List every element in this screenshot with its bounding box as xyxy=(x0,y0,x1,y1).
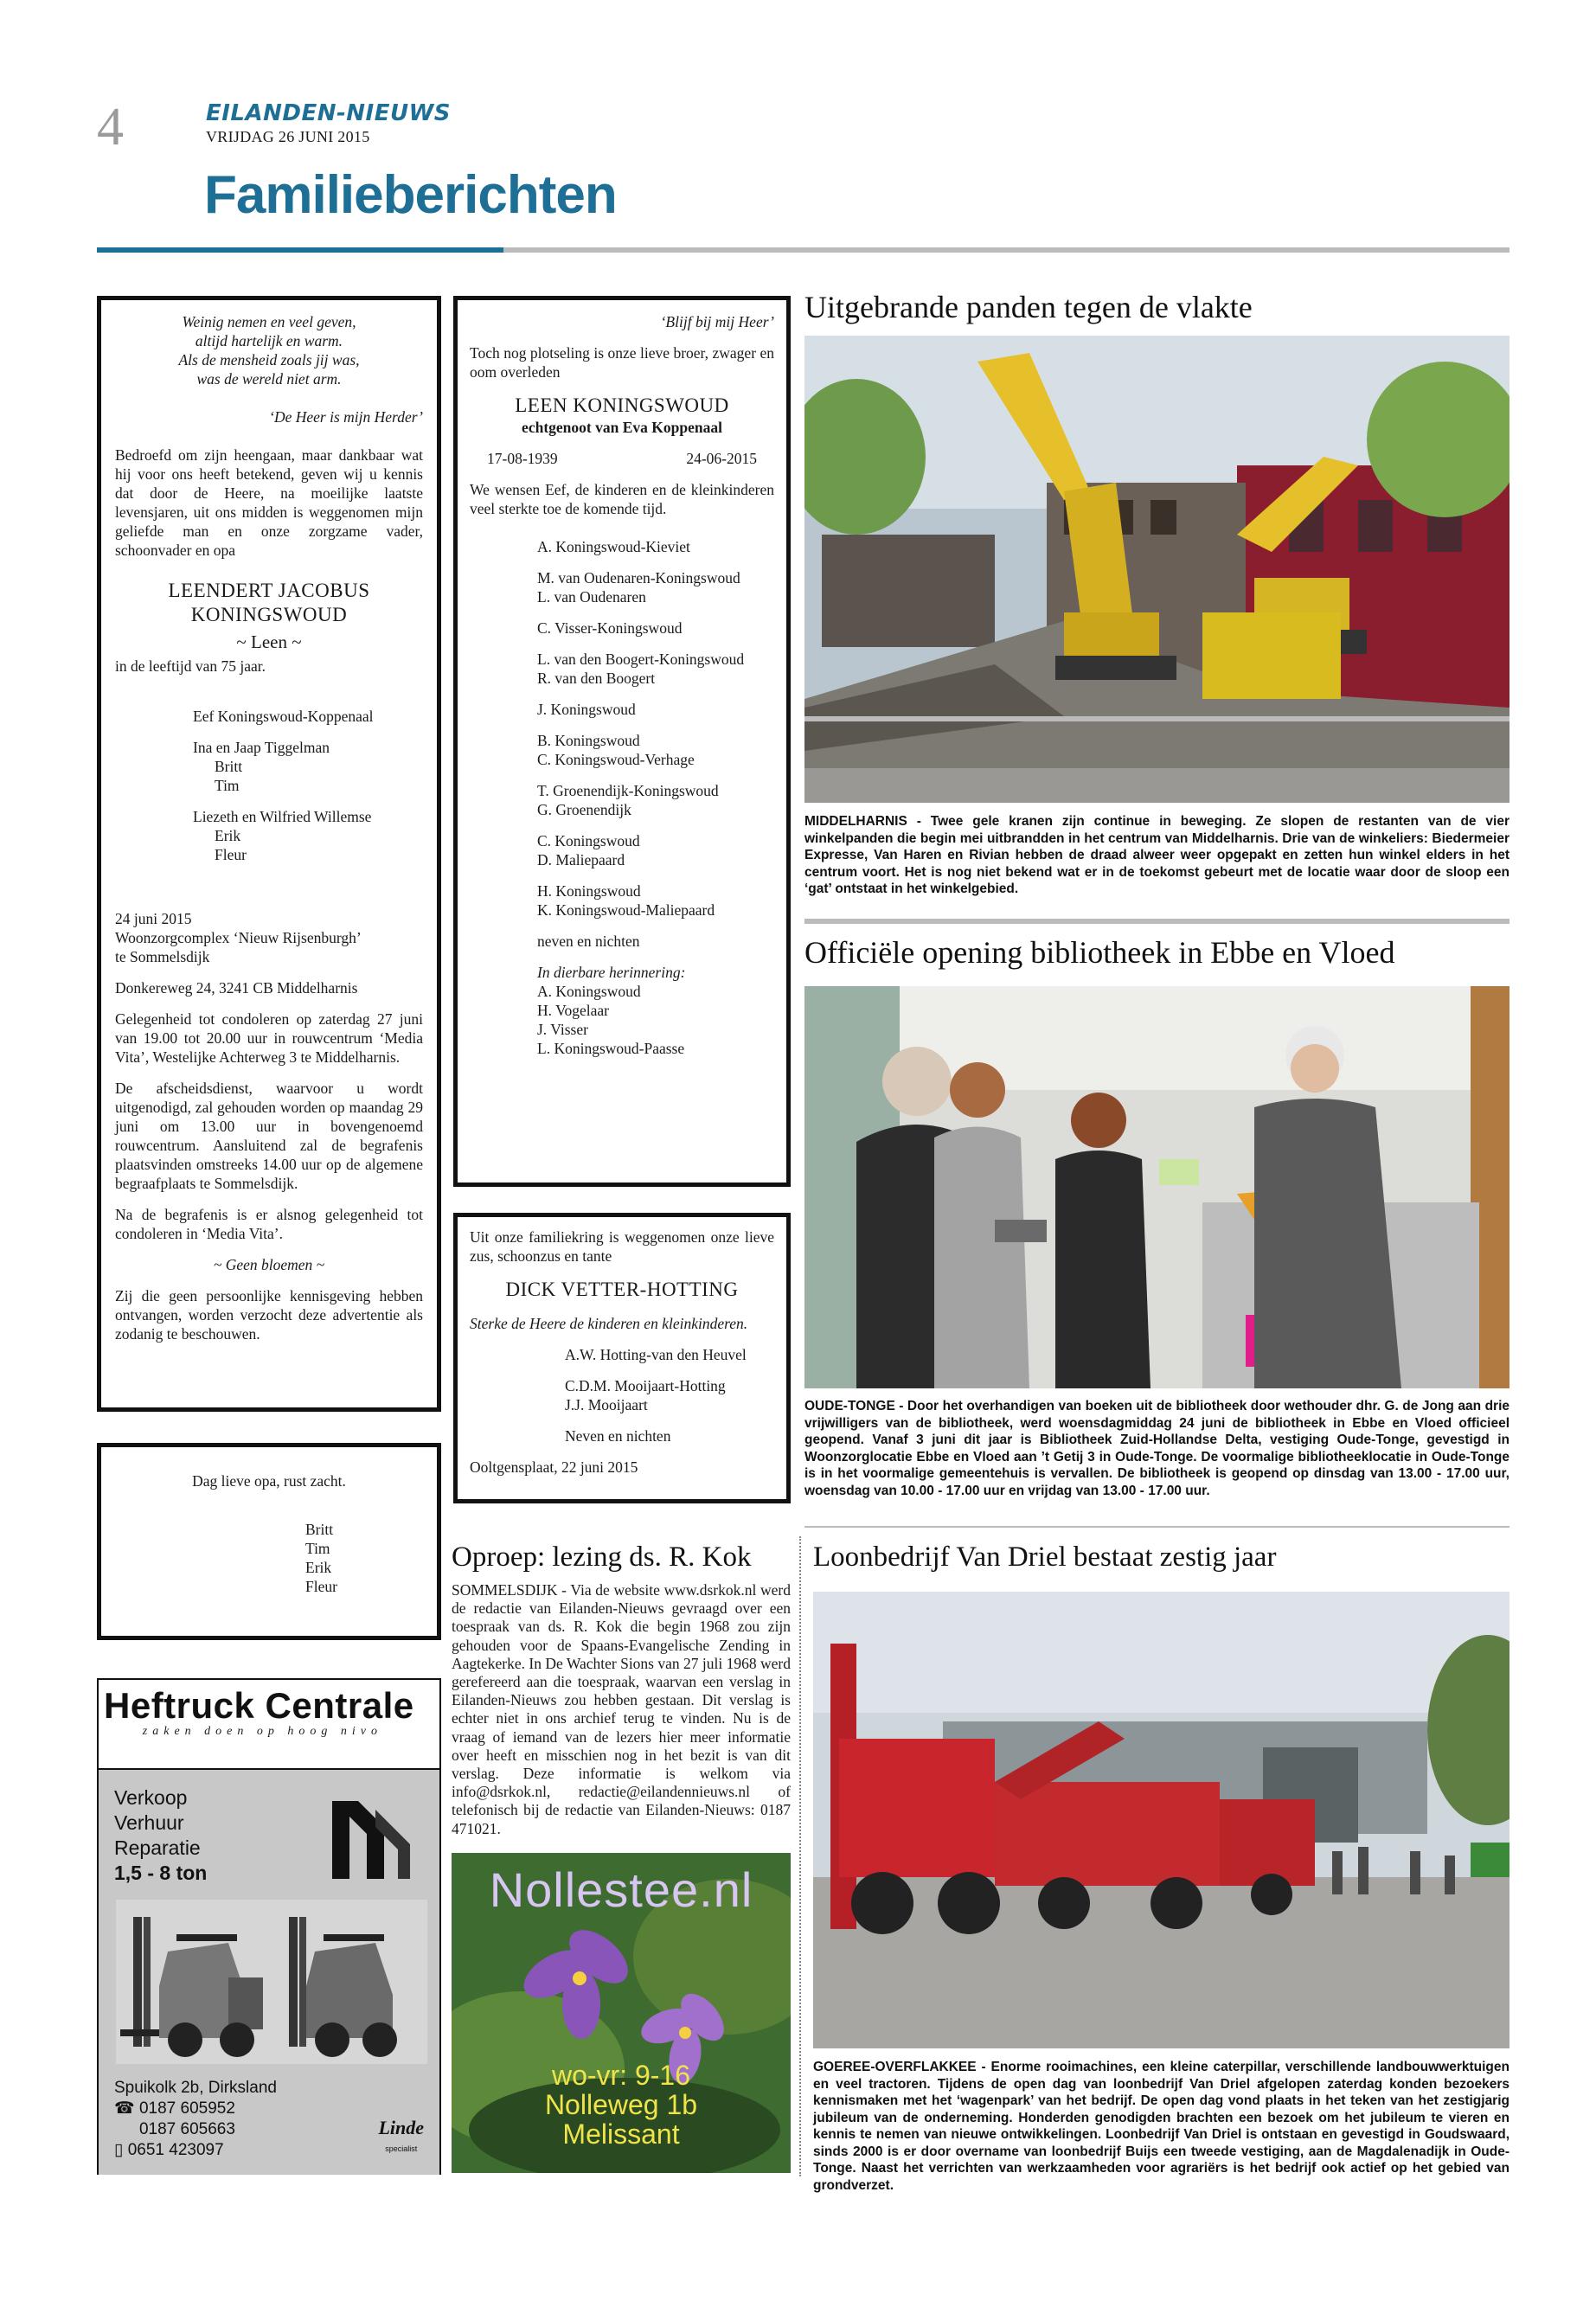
family-member: J. Koningswoud xyxy=(537,701,636,718)
linde-logo: Linde xyxy=(378,2117,424,2138)
funeral-service-info: De afscheidsdienst, waarvoor u wordt uitgenodigd, zal gehouden worden op maandag 29 juni om 13.00 uur in bovengenoemd rouwcentrum. Aansluitend zal de begrafenis plaatsvinden omstreeks 14.00 uur op de algemene begraafplaats te Sommelsdijk. xyxy=(115,1080,423,1192)
column-divider xyxy=(799,1536,801,2176)
deceased-age: in de leeftijd van 75 jaar. xyxy=(115,657,266,675)
linde-sub: specialist xyxy=(385,2144,418,2153)
family-member: R. van den Boogert xyxy=(537,670,656,687)
memory-name: H. Vogelaar xyxy=(537,1002,609,1019)
heftruck-range: 1,5 - 8 ton xyxy=(114,1862,208,1884)
memory-name: A. Koningswoud xyxy=(537,983,641,1000)
family-member: L. van Oudenaren xyxy=(537,588,646,606)
heftruck-slogan: zaken doen op hoog nivo xyxy=(142,1725,382,1738)
nollestee-town: Melissant xyxy=(562,2118,680,2150)
memory-name: L. Koningswoud-Paasse xyxy=(537,1040,685,1057)
family-member: C. Visser-Koningswoud xyxy=(537,619,683,637)
death-date: 24-06-2015 xyxy=(686,450,757,467)
family-member: J.J. Mooijaart xyxy=(565,1396,648,1413)
deceased-nickname: ~ Leen ~ xyxy=(236,631,302,652)
forklift-photo xyxy=(116,1900,427,2064)
family-member: L. van den Boogert-Koningswoud xyxy=(537,651,745,668)
family-member: A. Koningswoud-Kieviet xyxy=(537,538,690,555)
page-number: 4 xyxy=(97,98,124,157)
heftruck-phone: 0651 423097 xyxy=(127,2141,224,2159)
family-member: Tim xyxy=(215,777,240,794)
photo-caption: OUDE-TONGE - Door het overhandigen van boeken uit de bibliotheek door wethouder dhr. G. de Jong aan drie vrijwilligers van de bibliotheek, werd woensdagmiddag 24 juni de bibliotheek in Ebbe en Vloed officieel geopend. Vanaf 3 juni dit jaar is Bibliotheek Zuid-Hollandse Delta, vestiging Oude-Tonge, gevestigd in Woonzorglocatie Ebbe en Vloed aan ’t Getij 3 in Oude-Tonge. De voormalige bibliotheeklocatie in Oude-Tonge is in het voormalige gemeentehuis is vervallen. De bibliotheek is geopend op dinsdag van 13.00 - 17.00 uur, woensdag van 10.00 - 17.00 uur en vrijdag van 13.00 - 17.00 uur. xyxy=(804,1399,1509,1498)
family-member: B. Koningswoud xyxy=(537,732,640,749)
article-body: SOMMELSDIJK - Via de website www.dsrkok.nl werd de redactie van Eilanden-Nieuws gevraagd over een toespraak van ds. R. Kok die begin 1968 zou zijn gehouden voor de Spaans-Evangelische Zending in Aagtekerke. In De Wachter Sions van 27 juli 1968 werd gerefereerd aan die toespraak, waarvan een verslag in Eilanden-Nieuws zou hebben gestaan. Dit verslag is echter niet in ons archief terug te vinden. Nu is de vraag of iemand van de lezers hier meer informatie over heeft en misschien nog in het bezit is van dit verslag. Deze informatie is welkom via info@dsrkok.nl, redactie@eilandennieuws.nl of telefonisch bij de redactie van Eilanden-Nieuws: 0187 471021. xyxy=(452,1581,791,1837)
family-member: C. Koningswoud xyxy=(537,832,640,849)
death-date: 24 juni 2015 xyxy=(115,910,192,927)
no-flowers-note: ~ Geen bloemen ~ xyxy=(213,1256,325,1273)
heftruck-phone: 0187 605663 xyxy=(138,2120,235,2138)
article-title: Uitgebrande panden tegen de vlakte xyxy=(804,290,1253,324)
bible-quote: ‘Blijf bij mij Heer’ xyxy=(660,313,774,330)
heftruck-service: Verhuur xyxy=(114,1811,184,1834)
family-member: D. Maliepaard xyxy=(537,851,625,868)
sympathy-wish: We wensen Eef, de kinderen en de kleinkinderen veel sterkte toe de komende tijd. xyxy=(470,481,774,517)
deceased-name-line1: LEENDERT JACOBUS xyxy=(168,580,370,601)
deceased-name-line2: KONINGSWOUD xyxy=(190,604,348,625)
nollestee-ad xyxy=(452,1853,791,2173)
header-rule xyxy=(503,247,1509,253)
poem-line: Als de mensheid zoals jij was, xyxy=(178,351,360,369)
family-member: T. Groenendijk-Koningswoud xyxy=(537,782,719,799)
nollestee-hours: wo-vr: 9-16 xyxy=(551,2060,691,2091)
farewell-line: Dag lieve opa, rust zacht. xyxy=(192,1472,346,1490)
family-member: K. Koningswoud-Maliepaard xyxy=(537,901,715,919)
obituary-grandchildren xyxy=(97,1443,441,1640)
issue-date: VRIJDAG 26 JUNI 2015 xyxy=(206,128,370,145)
memory-name: J. Visser xyxy=(537,1021,588,1038)
demolition-photo xyxy=(804,336,1509,803)
poem-line: altijd hartelijk en warm. xyxy=(195,332,343,349)
section-divider xyxy=(804,1526,1509,1528)
header-rule-accent xyxy=(97,247,503,253)
family-member: Liezeth en Wilfried Willemse xyxy=(193,808,372,825)
obituary-poem xyxy=(115,312,423,388)
birth-date: 17-08-1939 xyxy=(487,450,558,467)
family-member: C.D.M. Mooijaart-Hotting xyxy=(565,1377,726,1394)
notice-text: Zij die geen persoonlijke kennisgeving hebben ontvangen, worden verzocht deze advertentie als zodanig te beschouwen. xyxy=(115,1287,423,1343)
family-member: neven en nichten xyxy=(537,933,640,950)
deceased-name: LEEN KONINGSWOUD xyxy=(515,394,729,416)
heftruck-logo-icon xyxy=(324,1792,419,1888)
obituary-place-date: Ooltgensplaat, 22 juni 2015 xyxy=(470,1458,638,1476)
condolence-info: Gelegenheid tot condoleren op zaterdag 27 juni van 19.00 tot 20.00 uur in rouwcentrum ‘Media Vita’, Westelijke Achterweg 3 te Middelharnis. xyxy=(115,1010,423,1066)
article-title: Oproep: lezing ds. R. Kok xyxy=(452,1541,752,1573)
heftruck-service: Verkoop xyxy=(114,1786,188,1809)
newspaper-logo: EILANDEN-NIEUWS xyxy=(206,100,451,126)
grandchild-name: Tim xyxy=(305,1540,330,1557)
phone-icon: ☎ xyxy=(114,2099,139,2118)
library-opening-photo xyxy=(804,986,1509,1388)
family-member: Fleur xyxy=(215,846,247,863)
obituary-intro: Uit onze familiekring is weggenomen onze lieve zus, schoonzus en tante xyxy=(470,1228,774,1265)
grandchild-name: Fleur xyxy=(305,1578,337,1595)
heftruck-centrale-ad xyxy=(97,1678,441,2175)
family-member: M. van Oudenaren-Koningswoud xyxy=(537,569,740,586)
nollestee-street: Nolleweg 1b xyxy=(544,2089,698,2120)
family-member: Britt xyxy=(215,758,243,775)
heftruck-address: Spuikolk 2b, Dirksland xyxy=(114,2079,277,2097)
section-divider xyxy=(804,919,1509,924)
heftruck-service: Reparatie xyxy=(114,1836,201,1859)
family-member: C. Koningswoud-Verhage xyxy=(537,751,695,768)
grandchild-name: Erik xyxy=(305,1559,332,1576)
heftruck-title: Heftruck Centrale xyxy=(104,1685,414,1726)
family-member: Erik xyxy=(215,827,241,844)
family-member: G. Groenendijk xyxy=(537,801,631,818)
machinery-photo xyxy=(813,1592,1509,2048)
poem-line: Weinig nemen en veel geven, xyxy=(182,313,356,330)
heftruck-phone: 0187 605952 xyxy=(138,2099,235,2118)
obituary-intro: Toch nog plotseling is onze lieve broer, zwager en oom overleden xyxy=(470,344,774,381)
family-member: Eef Koningswoud-Koppenaal xyxy=(193,708,374,725)
photo-caption: GOEREE-OVERFLAKKEE - Enorme rooimachines, een kleine caterpillar, verschillende landbouwwerktuigen en veel tractoren. Tijdens de open dag van loonbedrijf Van Driel afgelopen zaterdag konden bezoekers kennismaken met het ‘wagenpark’ van het bedrijf. De open dag vond plaats in het teken van het zestigjarig jubileum van de onderneming. Honderden genodigden brachten een bezoek om het jubileum te vieren en kennis te nemen van nieuwe ontwikkelingen. Loonbedrijf Van Driel is ontstaan en gevestigd in Goudswaard, sinds 2000 is er door overname van loonbedrijf Buijs een tweede vestiging, aan de Magdalenadijk in Oude-Tonge. Naast het verrichten van werkzaamheden voor agrariërs is het bedrijf ook actief op het gebied van grondverzet. xyxy=(813,2060,1509,2193)
nollestee-site: Nollestee.nl xyxy=(489,1862,753,1917)
mobile-phone-icon: ▯ xyxy=(114,2141,128,2159)
poem-line: was de wereld niet arm. xyxy=(196,370,342,388)
blessing-line: Sterke de Heere de kinderen en kleinkinderen. xyxy=(470,1315,748,1332)
article-title: Officiële opening bibliotheek in Ebbe en Vloed xyxy=(804,935,1395,970)
section-title: Familieberichten xyxy=(204,165,617,225)
obituary-intro: Bedroefd om zijn heengaan, maar dankbaar wat hij voor ons heeft betekend, geven wij u kennis dat door de Heere, na moeilijke laatste levensjaren, uit ons midden is weggenomen mijn geliefde man en onze zorgzame vader, schoonvader en opa xyxy=(115,446,423,559)
obituary-dick-vetter-hotting xyxy=(453,1213,791,1503)
after-funeral-info: Na de begrafenis is er alsnog gelegenheid tot condoleren in ‘Media Vita’. xyxy=(115,1206,423,1242)
memory-heading: In dierbare herinnering: xyxy=(537,964,686,981)
family-member: Ina en Jaap Tiggelman xyxy=(193,739,330,756)
bible-quote: ‘De Heer is mijn Herder’ xyxy=(269,408,423,426)
article-title: Loonbedrijf Van Driel bestaat zestig jaar xyxy=(813,1541,1277,1573)
deceased-spouse: echtgenoot van Eva Koppenaal xyxy=(522,419,722,436)
photo-caption: MIDDELHARNIS - Twee gele kranen zijn continue in beweging. Ze slopen de restanten van de vier winkelpanden die begin mei uitbrandden in het centrum van Middelharnis. Drie van de winkeliers: Biedermeier Expresse, Van Haren en Rivian hebben de draad alweer weer opgepakt en zetten hun winkel elders in het centrum voort. Het is nog niet bekend wat er in de toekomst gebeurt met de locatie waar door de sloop een ‘gat’ ontstaat in het winkelgebied. xyxy=(804,814,1509,896)
death-place: Woonzorgcomplex ‘Nieuw Rijsenburgh’ xyxy=(115,929,362,946)
grandchild-name: Britt xyxy=(305,1521,334,1538)
family-member: H. Koningswoud xyxy=(537,882,641,900)
family-member: Neven en nichten xyxy=(565,1427,671,1445)
obituary-leen-koningswoud xyxy=(453,296,791,1187)
family-member: A.W. Hotting-van den Heuvel xyxy=(565,1346,747,1363)
obituary-leendert-koningswoud xyxy=(97,296,441,1412)
deceased-name: DICK VETTER-HOTTING xyxy=(505,1279,739,1300)
death-place-town: te Sommelsdijk xyxy=(115,948,210,965)
correspondence-address: Donkereweg 24, 3241 CB Middelharnis xyxy=(115,979,358,997)
